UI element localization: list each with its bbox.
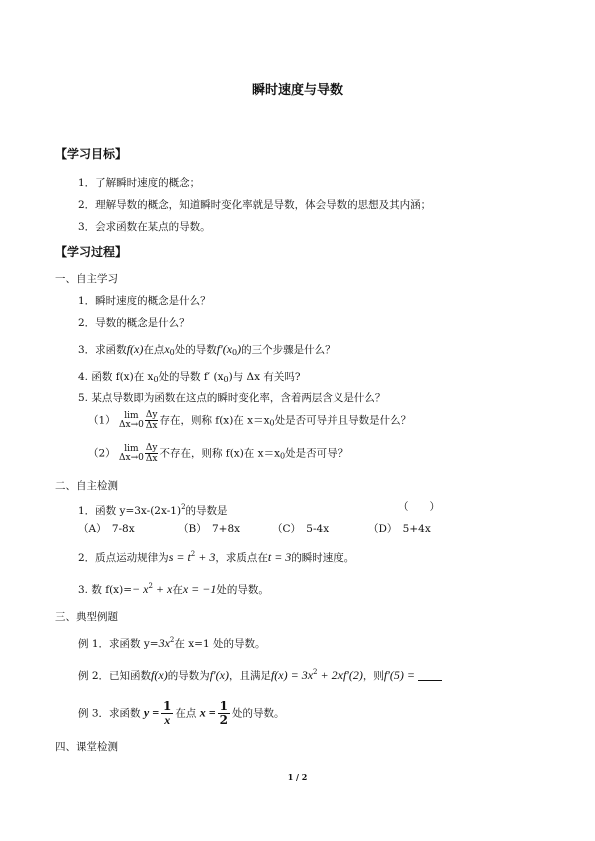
page-title: 瞬时速度与导数	[251, 83, 343, 98]
option-a: （A） 7-8x	[78, 523, 135, 535]
process-heading: 【学习过程】	[55, 245, 128, 259]
part2-q3: 3. 数 $f(x)=- x^2 + x$在x = −1处的导数。	[78, 582, 269, 596]
part1-q4: 4. 函数 f(x)在 x0处的导数 f′ (x0)与 Δx 有关吗?	[78, 371, 301, 384]
goal-2: 2．理解导数的概念，知道瞬时变化率就是导数，体会导数的思想及其内涵；	[78, 199, 432, 211]
part1-q3: 3．求函数f(x)在点x0处的导数f′(x0)的三个步骤是什么？	[78, 342, 336, 357]
part4-heading: 四、课堂检测	[55, 741, 118, 753]
fraction-1-over-x: $\frac{1}{x}$	[163, 699, 172, 727]
fraction-dy-dx: $\frac{\Delta y}{\Delta x}$	[145, 443, 158, 464]
option-c: （C） 5-4x	[272, 523, 330, 535]
fx-expr: f(x)	[126, 342, 144, 356]
goals-heading: 【学习目标】	[55, 147, 128, 161]
page-number: 1 / 2	[287, 772, 308, 782]
example-3: 例 3．求函数 y = $\frac{1}{x}$ 在点 x = $\frac{1}{2}$ 处的导数。	[78, 699, 285, 727]
part2-heading: 二、自主检测	[55, 480, 118, 492]
answer-blank	[418, 670, 442, 681]
part1-heading: 一、自主学习	[55, 273, 118, 285]
option-d: （D） 5+4x	[368, 523, 431, 535]
part1-q5b: （2） lim Δx→0 $\frac{\Delta y}{\Delta x}$ 不存在，则称 f(x)在 x＝x0处是否可导？	[88, 443, 349, 464]
part2-q1: 1．函数 $y=3x-(2x-1)^2$的导数是	[78, 503, 228, 517]
part1-q5a: （1） lim Δx→0 $\frac{\Delta y}{\Delta x}$ 存在，则称 f(x)在 x＝x0处是否可导并且导数是什么？	[88, 410, 412, 431]
part1-q1: 1．瞬时速度的概念是什么？	[78, 295, 211, 307]
limit-expr: lim Δx→0	[119, 443, 144, 463]
example-2: 例 2．已知函数f(x)的导数为f′(x)，且满足$f(x) = 3x^2 + 2xf'(2)$，则f′(5) =	[78, 665, 442, 683]
limit-expr: lim Δx→0	[119, 410, 144, 430]
part1-q2: 2．导数的概念是什么？	[78, 317, 190, 329]
part3-heading: 三、典型例题	[55, 611, 118, 623]
option-b: （B） 7+8x	[178, 523, 241, 535]
goal-1: 1．了解瞬时速度的概念；	[78, 177, 201, 189]
part1-q5: 5. 某点导数即为函数在这点的瞬时变化率，含着两层含义是什么？	[78, 392, 386, 404]
example-1: 例 1．求函数 $y=3x^2$在 x=1 处的导数。	[78, 636, 266, 650]
fraction-dy-dx: $\frac{\Delta y}{\Delta x}$	[145, 410, 158, 431]
fraction-1-over-2: $\frac{1}{2}$	[219, 699, 228, 727]
part2-q2: 2．质点运动规律为$s = t^2 + 3$，求质点在t = 3的瞬时速度。	[78, 550, 355, 564]
goal-3: 3．会求函数在某点的导数。	[78, 221, 211, 233]
answer-paren: （ ）	[398, 501, 440, 513]
